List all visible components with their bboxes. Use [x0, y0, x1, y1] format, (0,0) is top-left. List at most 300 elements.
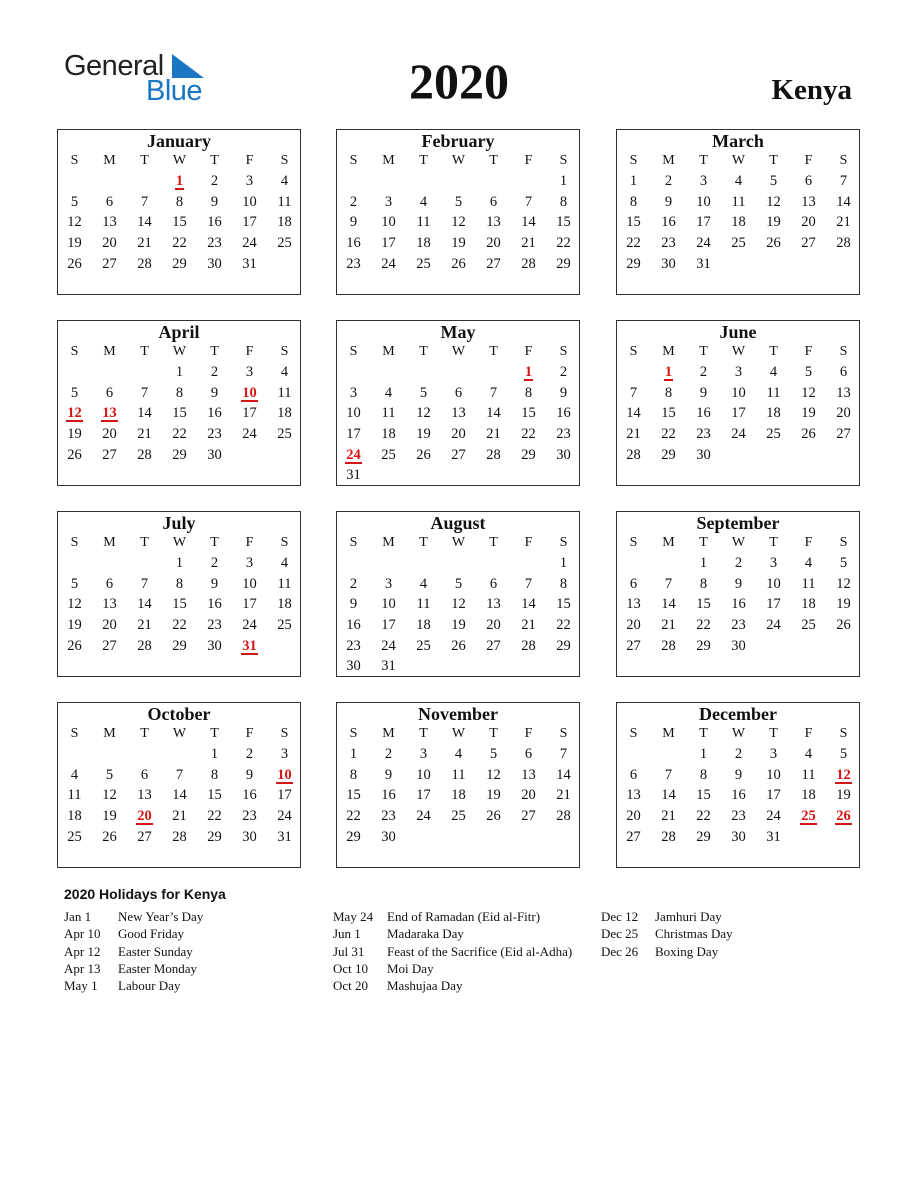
- weekday-label: T: [489, 344, 498, 359]
- holiday-row: [64, 926, 203, 943]
- day-cell: 14: [626, 405, 641, 422]
- weekday-label: W: [451, 726, 466, 741]
- day-cell: 29: [207, 828, 222, 845]
- day-cell: 17: [381, 617, 396, 634]
- empty-day-cell: [616, 553, 651, 574]
- day-cell: 12: [801, 384, 816, 401]
- day-cell: 26: [486, 808, 501, 825]
- holiday-day-cell: [826, 765, 861, 786]
- day-cell: 17: [696, 214, 711, 231]
- weekday-label: F: [245, 535, 254, 550]
- day-cell: 31: [381, 658, 396, 675]
- day-cell: 13: [626, 787, 641, 804]
- day-cell: 18: [381, 426, 396, 443]
- day-cell: 22: [556, 617, 571, 634]
- holiday-date: Apr 12: [64, 943, 101, 959]
- day-cell: 6: [629, 766, 638, 783]
- day-cell: 27: [486, 637, 501, 654]
- day-cell: 3: [384, 193, 393, 210]
- empty-day-cell: [57, 362, 92, 383]
- holiday-name: End of Ramadan (Eid al-Fitr): [387, 909, 541, 924]
- weekday-label: S: [349, 153, 358, 168]
- day-cell: 15: [556, 596, 571, 613]
- logo-word-blue: Blue: [146, 75, 203, 107]
- holiday-name: Easter Monday: [118, 960, 198, 976]
- day-cell: 12: [416, 405, 431, 422]
- day-cell: 10: [766, 766, 781, 783]
- day-cell: 9: [245, 766, 254, 783]
- empty-day-cell: [92, 362, 127, 383]
- weekday-label: S: [349, 535, 358, 550]
- day-cell: 1: [699, 555, 708, 571]
- day-cell: 12: [67, 214, 82, 231]
- day-cell: 18: [801, 596, 816, 613]
- holiday-day-cell: [232, 636, 267, 657]
- day-cell: 22: [172, 426, 187, 443]
- day-cell: 16: [207, 405, 222, 422]
- day-cell: 12: [67, 596, 82, 613]
- day-cell: 6: [839, 364, 848, 380]
- day-cell: 1: [629, 173, 638, 189]
- day-cell: 18: [451, 787, 466, 804]
- day-cell: 24: [242, 426, 257, 443]
- day-cell: 29: [696, 828, 711, 845]
- day-cell: 14: [137, 214, 152, 231]
- day-cell: 19: [416, 426, 431, 443]
- holiday-day-number: 12: [836, 766, 851, 783]
- day-cell: 10: [381, 596, 396, 613]
- empty-day-cell: [127, 171, 162, 192]
- day-cell: 23: [556, 426, 571, 443]
- day-cell: 26: [416, 446, 431, 463]
- empty-day-cell: [127, 553, 162, 574]
- day-cell: 2: [349, 193, 358, 210]
- month-july: [57, 511, 301, 677]
- day-cell: 18: [416, 235, 431, 252]
- holiday-day-cell: [57, 403, 92, 424]
- day-cell: 3: [280, 746, 289, 762]
- day-cell: 5: [769, 173, 778, 189]
- weekday-label: T: [140, 535, 149, 550]
- empty-day-cell: [92, 171, 127, 192]
- day-cell: 13: [102, 596, 117, 613]
- day-cell: 15: [521, 405, 536, 422]
- day-cell: 4: [384, 384, 393, 401]
- empty-day-cell: [371, 362, 406, 383]
- weekday-label: S: [839, 344, 848, 359]
- day-cell: 23: [731, 808, 746, 825]
- day-cell: 18: [277, 214, 292, 231]
- holiday-day-cell: [162, 171, 197, 192]
- weekday-label: M: [662, 535, 675, 550]
- weekday-label: M: [662, 153, 675, 168]
- day-cell: 9: [734, 575, 743, 592]
- month-june: [616, 320, 860, 486]
- day-cell: 8: [175, 193, 184, 210]
- day-cell: 22: [696, 617, 711, 634]
- day-cell: 15: [172, 596, 187, 613]
- day-cell: 27: [102, 637, 117, 654]
- day-cell: 18: [277, 405, 292, 422]
- empty-day-cell: [371, 171, 406, 192]
- day-cell: 31: [346, 467, 361, 484]
- day-cell: 1: [699, 746, 708, 762]
- weekday-label: W: [731, 535, 746, 550]
- weekday-label: S: [839, 535, 848, 550]
- weekday-label: W: [731, 726, 746, 741]
- day-cell: 31: [766, 828, 781, 845]
- month-december: [616, 702, 860, 868]
- day-cell: 8: [559, 575, 568, 592]
- weekday-label: T: [769, 344, 778, 359]
- day-cell: 22: [172, 617, 187, 634]
- day-cell: 24: [696, 235, 711, 252]
- day-cell: 12: [836, 575, 851, 592]
- day-cell: 31: [696, 255, 711, 272]
- month-november: [336, 702, 580, 868]
- day-cell: 22: [696, 808, 711, 825]
- weekday-label: T: [489, 153, 498, 168]
- day-cell: 15: [696, 596, 711, 613]
- weekday-label: S: [559, 344, 568, 359]
- empty-day-cell: [336, 171, 371, 192]
- weekday-label: S: [70, 344, 79, 359]
- day-cell: 26: [451, 637, 466, 654]
- holidays-column: [333, 909, 572, 995]
- country-title: Kenya: [771, 74, 852, 106]
- day-cell: 11: [801, 766, 816, 783]
- day-cell: 6: [489, 575, 498, 592]
- day-cell: 12: [766, 193, 781, 210]
- day-cell: 18: [277, 596, 292, 613]
- weekday-label: S: [559, 726, 568, 741]
- day-cell: 27: [102, 446, 117, 463]
- holiday-name: Madaraka Day: [387, 926, 464, 942]
- holidays-column: [601, 909, 733, 961]
- day-cell: 8: [524, 384, 533, 401]
- day-cell: 16: [731, 787, 746, 804]
- day-cell: 26: [67, 637, 82, 654]
- weekday-label: F: [804, 153, 813, 168]
- day-cell: 28: [661, 637, 676, 654]
- empty-day-cell: [127, 362, 162, 383]
- day-cell: 17: [242, 596, 257, 613]
- holiday-day-number: 1: [175, 173, 184, 189]
- day-cell: 30: [207, 255, 222, 272]
- day-cell: 27: [451, 446, 466, 463]
- day-cell: 25: [277, 426, 292, 443]
- day-cell: 25: [416, 637, 431, 654]
- day-cell: 8: [699, 766, 708, 783]
- day-cell: 18: [731, 214, 746, 231]
- day-cell: 29: [696, 637, 711, 654]
- holiday-name: Good Friday: [118, 926, 185, 942]
- day-cell: 30: [661, 255, 676, 272]
- day-cell: 11: [766, 384, 781, 401]
- day-cell: 23: [731, 617, 746, 634]
- weekday-label: S: [629, 726, 638, 741]
- day-cell: 4: [454, 746, 463, 762]
- year-title: 2020: [409, 53, 509, 109]
- day-cell: 24: [416, 808, 431, 825]
- day-cell: 2: [559, 364, 568, 380]
- day-cell: 8: [175, 384, 184, 401]
- holiday-row: [64, 961, 203, 978]
- weekday-label: W: [451, 535, 466, 550]
- weekday-label: F: [804, 726, 813, 741]
- month-days-grid: [616, 151, 859, 274]
- weekday-label: M: [103, 535, 116, 550]
- day-cell: 5: [70, 193, 79, 210]
- day-cell: 1: [559, 173, 568, 189]
- weekday-label: M: [103, 153, 116, 168]
- day-cell: 27: [626, 637, 641, 654]
- day-cell: 16: [207, 214, 222, 231]
- day-cell: 3: [769, 746, 778, 762]
- day-cell: 14: [661, 596, 676, 613]
- weekday-label: S: [280, 535, 289, 550]
- month-name: March: [712, 131, 764, 151]
- day-cell: 21: [521, 235, 536, 252]
- day-cell: 23: [242, 808, 257, 825]
- day-cell: 30: [731, 828, 746, 845]
- empty-day-cell: [476, 362, 511, 383]
- day-cell: 5: [105, 766, 114, 783]
- day-cell: 29: [172, 446, 187, 463]
- weekday-label: T: [699, 153, 708, 168]
- day-cell: 26: [836, 617, 851, 634]
- weekday-label: M: [662, 726, 675, 741]
- month-march: [616, 129, 860, 295]
- weekday-label: T: [210, 535, 219, 550]
- day-cell: 17: [766, 596, 781, 613]
- day-cell: 9: [349, 596, 358, 613]
- day-cell: 27: [836, 426, 851, 443]
- logo-word-general: General: [64, 50, 164, 82]
- weekday-label: T: [699, 726, 708, 741]
- day-cell: 28: [137, 637, 152, 654]
- day-cell: 3: [245, 555, 254, 571]
- day-cell: 23: [381, 808, 396, 825]
- day-cell: 19: [766, 214, 781, 231]
- weekday-label: T: [140, 344, 149, 359]
- month-name: May: [440, 322, 476, 342]
- day-cell: 9: [559, 384, 568, 401]
- weekday-label: F: [524, 153, 533, 168]
- month-name: February: [421, 131, 495, 151]
- holiday-date: Apr 13: [64, 960, 101, 976]
- holiday-day-cell: [232, 383, 267, 404]
- day-cell: 21: [172, 808, 187, 825]
- day-cell: 27: [521, 808, 536, 825]
- weekday-label: F: [245, 726, 254, 741]
- day-cell: 14: [556, 766, 571, 783]
- holiday-row: [333, 978, 572, 995]
- day-cell: 23: [346, 255, 361, 272]
- weekday-label: S: [629, 153, 638, 168]
- day-cell: 6: [140, 766, 149, 783]
- empty-day-cell: [92, 553, 127, 574]
- day-cell: 9: [734, 766, 743, 783]
- day-cell: 12: [451, 214, 466, 231]
- day-cell: 11: [416, 214, 431, 231]
- holiday-day-cell: [127, 806, 162, 827]
- month-name: July: [162, 513, 196, 533]
- day-cell: 14: [661, 787, 676, 804]
- day-cell: 4: [280, 555, 289, 571]
- holiday-row: [64, 944, 203, 961]
- day-cell: 24: [381, 255, 396, 272]
- day-cell: 14: [521, 596, 536, 613]
- day-cell: 7: [140, 193, 149, 210]
- weekday-label: T: [489, 726, 498, 741]
- holiday-day-number: 1: [664, 364, 673, 380]
- day-cell: 29: [172, 637, 187, 654]
- day-cell: 5: [839, 746, 848, 762]
- day-cell: 5: [489, 746, 498, 762]
- day-cell: 4: [280, 364, 289, 380]
- day-cell: 17: [416, 787, 431, 804]
- day-cell: 19: [836, 787, 851, 804]
- day-cell: 13: [486, 214, 501, 231]
- day-cell: 21: [556, 787, 571, 804]
- empty-day-cell: [511, 553, 546, 574]
- weekday-label: S: [349, 726, 358, 741]
- empty-day-cell: [57, 171, 92, 192]
- day-cell: 24: [242, 617, 257, 634]
- day-cell: 25: [766, 426, 781, 443]
- day-cell: 23: [207, 235, 222, 252]
- weekday-label: T: [769, 535, 778, 550]
- day-cell: 13: [836, 384, 851, 401]
- holiday-name: Easter Sunday: [118, 943, 193, 959]
- day-cell: 14: [836, 193, 851, 210]
- holiday-row: [601, 909, 733, 926]
- day-cell: 19: [102, 808, 117, 825]
- month-september: [616, 511, 860, 677]
- day-cell: 5: [419, 384, 428, 401]
- day-cell: 21: [137, 617, 152, 634]
- day-cell: 23: [346, 637, 361, 654]
- day-cell: 17: [731, 405, 746, 422]
- day-cell: 25: [277, 235, 292, 252]
- day-cell: 3: [734, 364, 743, 380]
- day-cell: 7: [559, 746, 568, 762]
- day-cell: 6: [454, 384, 463, 401]
- day-cell: 22: [556, 235, 571, 252]
- weekday-label: M: [382, 153, 395, 168]
- day-cell: 21: [521, 617, 536, 634]
- month-january: [57, 129, 301, 295]
- day-cell: 27: [626, 828, 641, 845]
- day-cell: 22: [626, 235, 641, 252]
- day-cell: 28: [836, 235, 851, 252]
- day-cell: 3: [349, 384, 358, 401]
- day-cell: 4: [419, 193, 428, 210]
- day-cell: 19: [836, 596, 851, 613]
- day-cell: 14: [172, 787, 187, 804]
- day-cell: 20: [102, 426, 117, 443]
- day-cell: 11: [416, 596, 431, 613]
- day-cell: 24: [731, 426, 746, 443]
- day-cell: 29: [626, 255, 641, 272]
- holiday-day-cell: [791, 806, 826, 827]
- holiday-date: Dec 25: [601, 926, 639, 942]
- holiday-day-cell: [267, 765, 302, 786]
- empty-day-cell: [476, 171, 511, 192]
- day-cell: 27: [486, 255, 501, 272]
- holiday-date: Jun 1: [333, 926, 361, 942]
- day-cell: 2: [734, 555, 743, 571]
- day-cell: 20: [836, 405, 851, 422]
- empty-day-cell: [441, 171, 476, 192]
- day-cell: 15: [661, 405, 676, 422]
- empty-day-cell: [371, 553, 406, 574]
- day-cell: 31: [277, 828, 292, 845]
- day-cell: 19: [801, 405, 816, 422]
- day-cell: 9: [210, 575, 219, 592]
- day-cell: 13: [801, 193, 816, 210]
- day-cell: 5: [70, 384, 79, 401]
- day-cell: 6: [105, 384, 114, 401]
- empty-day-cell: [441, 362, 476, 383]
- day-cell: 13: [626, 596, 641, 613]
- day-cell: 2: [245, 746, 254, 762]
- day-cell: 10: [696, 193, 711, 210]
- weekday-label: M: [103, 344, 116, 359]
- holiday-row: [601, 926, 733, 943]
- weekday-label: T: [210, 726, 219, 741]
- month-days-grid: [57, 533, 300, 656]
- day-cell: 21: [836, 214, 851, 231]
- day-cell: 19: [67, 617, 82, 634]
- day-cell: 29: [172, 255, 187, 272]
- holiday-row: [333, 926, 572, 943]
- empty-day-cell: [406, 362, 441, 383]
- day-cell: 29: [521, 446, 536, 463]
- weekday-label: T: [140, 153, 149, 168]
- day-cell: 24: [277, 808, 292, 825]
- day-cell: 17: [766, 787, 781, 804]
- holiday-row: [64, 978, 203, 995]
- day-cell: 7: [524, 193, 533, 210]
- day-cell: 8: [629, 193, 638, 210]
- holiday-day-number: 10: [277, 766, 292, 783]
- holiday-date: Oct 10: [333, 960, 369, 976]
- day-cell: 4: [769, 364, 778, 380]
- weekday-label: W: [172, 344, 187, 359]
- day-cell: 17: [381, 235, 396, 252]
- day-cell: 20: [486, 617, 501, 634]
- day-cell: 25: [801, 617, 816, 634]
- day-cell: 7: [140, 384, 149, 401]
- day-cell: 15: [556, 214, 571, 231]
- weekday-label: S: [559, 535, 568, 550]
- weekday-label: F: [804, 344, 813, 359]
- day-cell: 19: [486, 787, 501, 804]
- day-cell: 23: [696, 426, 711, 443]
- day-cell: 26: [766, 235, 781, 252]
- empty-day-cell: [57, 744, 92, 765]
- day-cell: 26: [67, 255, 82, 272]
- day-cell: 24: [242, 235, 257, 252]
- holiday-row: [333, 944, 572, 961]
- weekday-label: S: [70, 535, 79, 550]
- day-cell: 24: [381, 637, 396, 654]
- day-cell: 5: [804, 364, 813, 380]
- day-cell: 2: [210, 173, 219, 189]
- day-cell: 13: [486, 596, 501, 613]
